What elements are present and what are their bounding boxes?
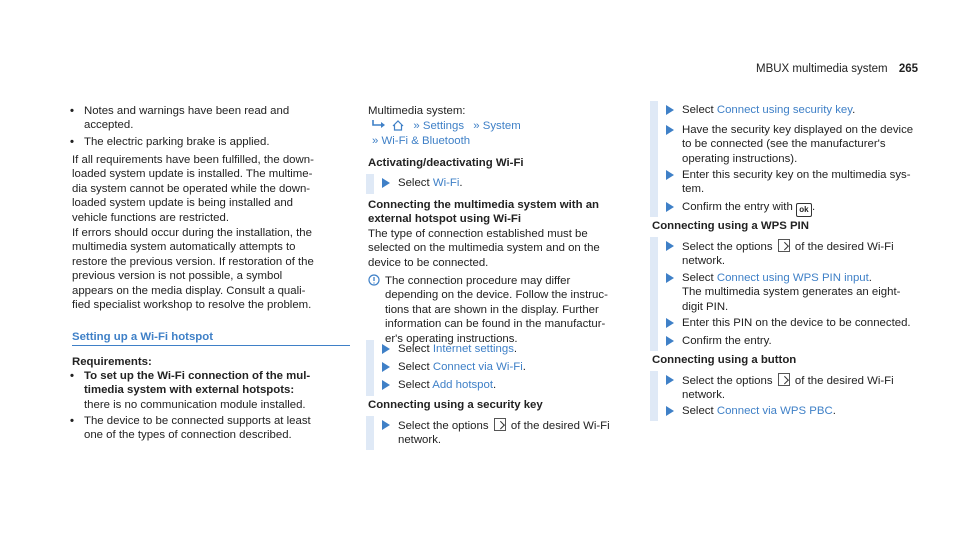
add-hotspot-link: Add hotspot <box>432 379 494 391</box>
connect-via-wifi-link: Connect via Wi-Fi <box>432 361 523 373</box>
connect-wps-pbc-link: Connect via WPS PBC <box>716 405 833 417</box>
step-text: network. <box>398 434 442 447</box>
heading-security-key: Connecting using a security key <box>368 399 543 411</box>
text-line: If all requirements have been fulfilled, the down- <box>72 154 314 166</box>
text-line: Notes and warnings have been read and <box>84 105 290 117</box>
step-select-options <box>682 239 932 269</box>
bullet-dot: • <box>70 105 74 117</box>
action-arrow-icon <box>666 336 674 346</box>
section-rule <box>72 345 350 346</box>
section-title: Setting up a Wi-Fi hotspot <box>72 331 213 343</box>
nav-path-line2 <box>372 134 470 148</box>
text-line: device to be connected. <box>368 256 489 269</box>
step-wps-pin-input: Select Connect using WPS PIN input. The multimedia system generates an eight- digit PIN. <box>682 271 932 314</box>
bullet-dot: • <box>70 370 74 382</box>
text-line: loaded system update is being installed and <box>72 197 293 210</box>
nav-arrow-icon <box>372 119 386 129</box>
step-text: Select <box>682 405 714 417</box>
step-text: Confirm the entry with <box>682 201 793 213</box>
step-bar <box>366 376 374 396</box>
text-line: The type of connection established must be <box>368 228 588 240</box>
text-line: tions that are shown in the display. Further <box>385 303 599 316</box>
text-line: loaded system update is installed. The multime- <box>72 168 313 181</box>
step-bar <box>650 331 658 351</box>
text-line: information can be found in the manufactur- <box>385 318 606 331</box>
step-select-wifi: Select Wi-Fi. <box>398 177 463 189</box>
step-text: Select <box>682 104 714 116</box>
text-line: appears on the media display. Consult a quali- <box>72 284 306 297</box>
text-line: Have the security key displayed on the device <box>682 124 914 136</box>
action-arrow-icon <box>666 105 674 115</box>
action-arrow-icon <box>666 241 674 251</box>
nav-wifi-bluetooth: Wi-Fi & Bluetooth <box>381 135 471 147</box>
options-icon <box>494 418 506 431</box>
action-arrow-icon <box>666 202 674 212</box>
step-confirm-entry: Confirm the entry. <box>682 335 772 347</box>
text-line: er's operating instructions. <box>385 332 518 345</box>
action-arrow-icon <box>382 344 390 354</box>
text-line: there is no communication module installed. <box>84 398 306 411</box>
step-bar <box>366 340 374 360</box>
text-line: accepted. <box>84 119 134 132</box>
wifi-link: Wi-Fi <box>432 177 460 189</box>
step-bar <box>650 165 658 199</box>
step-add-hotspot: Select Add hotspot. <box>398 379 497 391</box>
text-line: multimedia system automatically attempts to <box>72 241 296 254</box>
heading-line: Connecting the multimedia system with an <box>368 199 600 211</box>
text-line: The connection procedure may differ <box>385 275 571 287</box>
action-arrow-icon <box>666 273 674 283</box>
action-arrow-icon <box>666 125 674 135</box>
paragraph-type <box>368 227 648 270</box>
heading-activating: Activating/deactivating Wi-Fi <box>368 157 524 169</box>
nav-path <box>372 119 521 133</box>
step-bar <box>366 416 374 450</box>
text-line: Enter this security key on the multimedia sys- <box>682 169 911 181</box>
step-text: network. <box>682 389 726 402</box>
internet-settings-link: Internet settings <box>432 343 514 355</box>
nav-settings: Settings <box>422 120 465 132</box>
text-line: tem. <box>682 183 705 196</box>
note-connection <box>385 274 650 346</box>
text-line: selected on the multimedia system and on the <box>368 242 600 255</box>
page-number: 265 <box>898 63 919 75</box>
action-arrow-icon <box>666 170 674 180</box>
connect-security-key-link: Connect using security key <box>716 104 853 116</box>
running-header <box>756 62 918 76</box>
step-text: of the desired Wi-Fi <box>510 420 610 432</box>
home-icon <box>392 120 404 131</box>
text-line: To set up the Wi-Fi connection of the mul- <box>84 370 311 382</box>
nav-system: System <box>482 120 521 132</box>
connect-wps-pin-link: Connect using WPS PIN input <box>716 272 869 284</box>
nav-chevron-icon: » <box>473 120 480 132</box>
step-text: network. <box>682 255 726 268</box>
step-bar <box>366 174 374 194</box>
bullet-dot: • <box>70 136 74 148</box>
info-note-icon <box>368 274 380 286</box>
action-arrow-icon <box>666 318 674 328</box>
action-arrow-icon <box>666 375 674 385</box>
step-select-options <box>398 418 648 448</box>
bullet-dot: • <box>70 415 74 427</box>
action-arrow-icon <box>382 420 390 430</box>
text-line: depending on the device. Follow the instruc- <box>385 289 608 302</box>
step-internet-settings: Select Internet settings. <box>398 343 518 355</box>
heading-button: Connecting using a button <box>652 354 797 366</box>
header-title: MBUX multimedia system <box>756 63 888 75</box>
paragraph-errors <box>72 226 352 312</box>
text-line: fied specialist workshop to resolve the problem. <box>72 299 312 312</box>
step-enter-key <box>682 168 932 197</box>
step-text: Select <box>398 361 430 373</box>
text-line: to be connected (see the manufacturer's <box>682 138 886 151</box>
heading-line: external hotspot using Wi-Fi <box>368 213 522 226</box>
step-bar <box>650 371 658 405</box>
step-bar <box>650 237 658 271</box>
text-line: previous version is not possible, a symbol <box>72 270 283 283</box>
step-connect-security-key: Select Connect using security key. <box>682 104 856 116</box>
ok-button-icon: ok <box>796 203 812 217</box>
step-bar <box>650 197 658 217</box>
step-text: Select <box>398 379 430 391</box>
nav-chevron-icon: » <box>372 135 379 147</box>
heading-connecting-external <box>368 198 599 227</box>
nav-chevron-icon: » <box>413 120 420 132</box>
text-line: dia system cannot be operated while the down- <box>72 182 311 195</box>
text-line: timedia system with external hotspots: <box>84 384 295 397</box>
text-line: restore the previous version. If restoration of the <box>72 255 314 268</box>
step-wps-pbc: Select Connect via WPS PBC. <box>682 405 836 417</box>
step-bar <box>650 101 658 121</box>
nav-intro: Multimedia system: <box>368 105 466 117</box>
action-arrow-icon <box>382 178 390 188</box>
step-bar <box>650 120 658 168</box>
text-line: one of the types of connection described. <box>84 429 292 442</box>
action-arrow-icon <box>382 362 390 372</box>
text-line: The electric parking brake is applied. <box>84 136 270 148</box>
text-line: The multimedia system generates an eight- <box>682 286 901 299</box>
requirements-label: Requirements: <box>72 356 152 368</box>
step-connect-via-wifi: Select Connect via Wi-Fi. <box>398 361 526 373</box>
step-text: Select the options <box>682 375 773 387</box>
text-line: If errors should occur during the installation, the <box>72 227 312 239</box>
step-text: Select the options <box>398 420 489 432</box>
step-confirm-ok: Confirm the entry with ok . <box>682 200 815 217</box>
step-display-key <box>682 123 932 166</box>
step-bar <box>650 401 658 421</box>
step-bar <box>650 268 658 316</box>
action-arrow-icon <box>666 406 674 416</box>
step-bar <box>366 358 374 378</box>
options-icon <box>778 373 790 386</box>
action-arrow-icon <box>382 380 390 390</box>
step-text: Select <box>398 177 430 189</box>
text-line: digit PIN. <box>682 300 729 313</box>
step-bar <box>650 313 658 333</box>
step-text: Select the options <box>682 241 773 253</box>
step-select-options <box>682 373 932 403</box>
step-text: Select <box>682 272 714 284</box>
text-line: operating instructions). <box>682 152 798 165</box>
step-text: Select <box>398 343 430 355</box>
paragraph-installed <box>72 153 352 225</box>
step-text: of the desired Wi-Fi <box>794 375 894 387</box>
heading-wps-pin: Connecting using a WPS PIN <box>652 220 809 232</box>
options-icon <box>778 239 790 252</box>
text-line: vehicle functions are restricted. <box>72 211 230 224</box>
step-enter-pin: Enter this PIN on the device to be connected. <box>682 317 911 329</box>
text-line: The device to be connected supports at least <box>84 415 311 427</box>
step-text: of the desired Wi-Fi <box>794 241 894 253</box>
